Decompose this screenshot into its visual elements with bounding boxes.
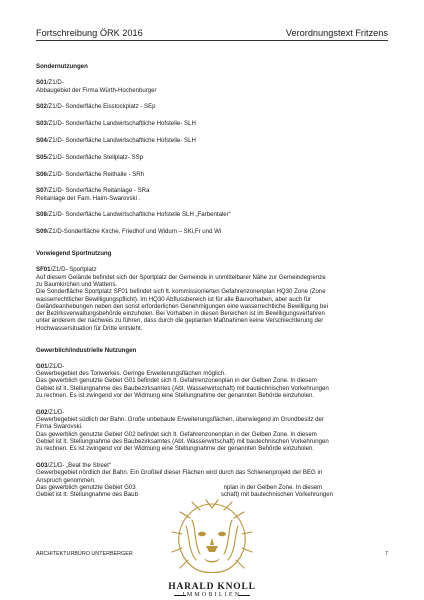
- watermark-logo: [166, 498, 258, 600]
- body-line: zu Baumkirchen und Wattens.: [36, 280, 118, 288]
- zone-designation: /Z1/D- Sonderfläche Eisstockplatz - SEp: [46, 103, 156, 111]
- zone-code: S02: [36, 103, 47, 111]
- zone-code: SF01: [36, 266, 51, 274]
- zone-designation: /Z1/D-: [47, 408, 65, 416]
- body-line: Die Sonderfläche Sportplatz SF01 befindet sich lt. kommissionierten Gefahrenzonenplan HQ30 Zone (Zone: [36, 288, 326, 296]
- body-line: Gebiet ist lt. Stellungnahme des Baubezirksamtes (Abt. Wasserwirtschaft) mit bautechnischen Vorkehrungen: [36, 384, 329, 392]
- zone-entry-heading: [36, 211, 388, 218]
- zone-entry: [36, 211, 388, 218]
- page-number: 7: [385, 551, 388, 557]
- zone-designation: /Z1/D-: [46, 79, 64, 87]
- zone-code: G01: [36, 362, 48, 370]
- zone-entry: [36, 228, 388, 235]
- zone-entry: [36, 154, 388, 161]
- body-line: Geländeanhebungen neben den sonst erforderlichen Genehmigungen eine wasserrechtliche Bewilligung bei: [36, 302, 329, 310]
- zone-entry: [36, 171, 388, 178]
- body-line: Abbaugebiet der Firma Würth-Hochenburger: [36, 86, 157, 94]
- zone-designation: /Z1/D- Sonderfläche Reithalle - SRh: [46, 170, 145, 178]
- section-heading: Vorwiegend Sportnutzung: [36, 250, 112, 258]
- zone-designation: /Z1/D- „Beat the Street“: [47, 462, 111, 470]
- zone-designation: /Z1/D- Sonderfläche Landwirtschaftliche Hofstelle- SLH: [46, 136, 196, 144]
- zone-designation: /Z1/D- Sportplatz: [50, 266, 97, 274]
- section-heading: Gewerblich/industrielle Nutzungen: [36, 346, 137, 354]
- zone-entry-heading: [36, 266, 388, 273]
- zone-code: S09: [36, 228, 47, 236]
- body-line: Gewerbegebiet des Tonwerkes. Geringe Erweiterungsflächen möglich.: [36, 370, 226, 378]
- body-line: wasserrechtlicher Bewilligungspflicht). Im HQ30 Abflussbereich ist für alle Bauvorhaben, aber auch für: [36, 295, 312, 303]
- zone-entry-heading: [36, 462, 388, 469]
- zone-entry-heading: [36, 103, 388, 110]
- watermark-brand-name: HARALD KNOLL: [168, 582, 256, 592]
- zone-entry: [36, 266, 388, 332]
- header-title: Fortschreibung ÖRK 2016: [36, 28, 143, 38]
- zone-entry-heading: [36, 409, 388, 416]
- zone-entry-heading: [36, 187, 388, 194]
- zone-code: S01: [36, 79, 47, 87]
- zone-code: S04: [36, 136, 47, 144]
- zone-code: S03: [36, 120, 47, 128]
- zone-designation: /Z1/D- Sonderfläche Landwirtschaftliche Hofstelle SLH „Farbentaler“: [46, 211, 231, 219]
- zone-code: G03: [36, 462, 48, 470]
- zone-code: S06: [36, 170, 47, 178]
- body-line: zu rechnen. Es ist zwingend vor der Widmung eine Stellungnahme der genannten Behörde einzuholen.: [36, 445, 315, 453]
- zone-entry-heading: [36, 120, 388, 127]
- zone-designation: /Z1/D- Sonderfläche Reitanlage - SRa: [46, 187, 150, 195]
- document-body: [36, 63, 388, 513]
- body-line: Gewerbegebiet südlich der Bahn. Große unbebaute Erweiterungsflächen, überwiegend im Grundbesitz der: [36, 416, 324, 424]
- zone-entry-heading: [36, 228, 388, 235]
- body-line: Gebiet ist lt. Stellungnahme des Baub schaft) mit bautechnischen Vorkehrungen: [36, 491, 334, 499]
- body-line: Firma Swarovski.: [36, 423, 83, 431]
- zone-entry: [36, 120, 388, 127]
- header-subtitle: Verordnungstext Fritzens: [285, 28, 388, 38]
- zone-entry: [36, 462, 388, 498]
- body-line: Das gewerblich genutzte Gebiet G03 nplan in der Gelben Zone. In diesem: [36, 483, 323, 491]
- lion-head-logo-icon: [166, 498, 258, 580]
- watermark-divider-right: [238, 595, 250, 596]
- zone-designation: /Z1/D- Sonderfläche Stellplatz- SSp: [46, 153, 144, 161]
- zone-designation: /Z1/D- Sonderfläche Landwirtschaftliche Hofstelle- SLH: [46, 120, 196, 128]
- footer-office: ARCHITEKTURBÜRO UNTERBERGER: [36, 551, 133, 557]
- zone-code: G02: [36, 408, 48, 416]
- body-line: Hochwassersituation für Dritte entsteht.: [36, 324, 143, 332]
- zone-designation: /Z1/D-Sonderfläche Kirche, Friedhof und Widum – SKi,Fr und Wi: [46, 228, 222, 236]
- body-line: Auf diesem Gelände befindet sich der Sportplatz der Gemeinde in unmittelbarer Nähe zur Gemeindegrenze: [36, 273, 326, 281]
- document-page: [36, 28, 388, 513]
- zone-code: S08: [36, 211, 47, 219]
- zone-entry: [36, 103, 388, 110]
- watermark-brand-sub: IMMOBILIEN: [182, 592, 242, 598]
- zone-entry-heading: [36, 79, 388, 86]
- zone-code: S07: [36, 187, 47, 195]
- body-line: Anspruch genommen.: [36, 476, 96, 484]
- section-heading: Sondernutzungen: [36, 63, 88, 70]
- zone-designation: /Z1/D-: [47, 362, 65, 370]
- zone-entry: [36, 187, 388, 202]
- zone-entry-heading: [36, 137, 388, 144]
- zone-entry: [36, 137, 388, 144]
- zone-entry-heading: [36, 154, 388, 161]
- zone-entry-heading: [36, 363, 388, 370]
- body-line: Gewerbegebiet nördlich der Bahn. Ein Großteil dieser Flächen wird durch das Schienenprojekt der BEG in: [36, 469, 323, 477]
- body-line: Gebiet ist lt. Stellungnahme des Baubezirksamtes (Abt. Wasserwirtschaft) mit bautechnischen Vorkehrungen: [36, 438, 329, 445]
- body-line: zu rechnen. Es ist zwingend vor der Widmung eine Stellungnahme der genannten Behörde einzuholen.: [36, 392, 315, 400]
- page-header: [36, 28, 388, 41]
- body-line: Das gewerblich genutzte Gebiet G01 befindet sich lt. Gefahrenzonenplan in der Gelben Zone. In diesem: [36, 377, 317, 385]
- body-line: unter anderem der nachweis zu führen, dass durch die geplanten Maßnahmen keine Verschlechterung der: [36, 317, 324, 325]
- body-line: Reitanlage der Fam. Haim-Swarovski .: [36, 194, 141, 202]
- body-line: Das gewerblich genutzte Gebiet G02 befindet sich lt. Gefahrenzonenplan in der Gelben Zone. In diesem: [36, 430, 317, 438]
- body-line: der Bezirksverwaltungsbehörde einzuholen. Bei Vorhaben in diesen Bereichen ist im Bewilligungsverfahren: [36, 310, 325, 318]
- zone-entry: [36, 409, 388, 453]
- zone-entry-heading: [36, 171, 388, 178]
- zone-entry: [36, 79, 388, 94]
- zone-entry: [36, 363, 388, 399]
- zone-code: S05: [36, 153, 47, 161]
